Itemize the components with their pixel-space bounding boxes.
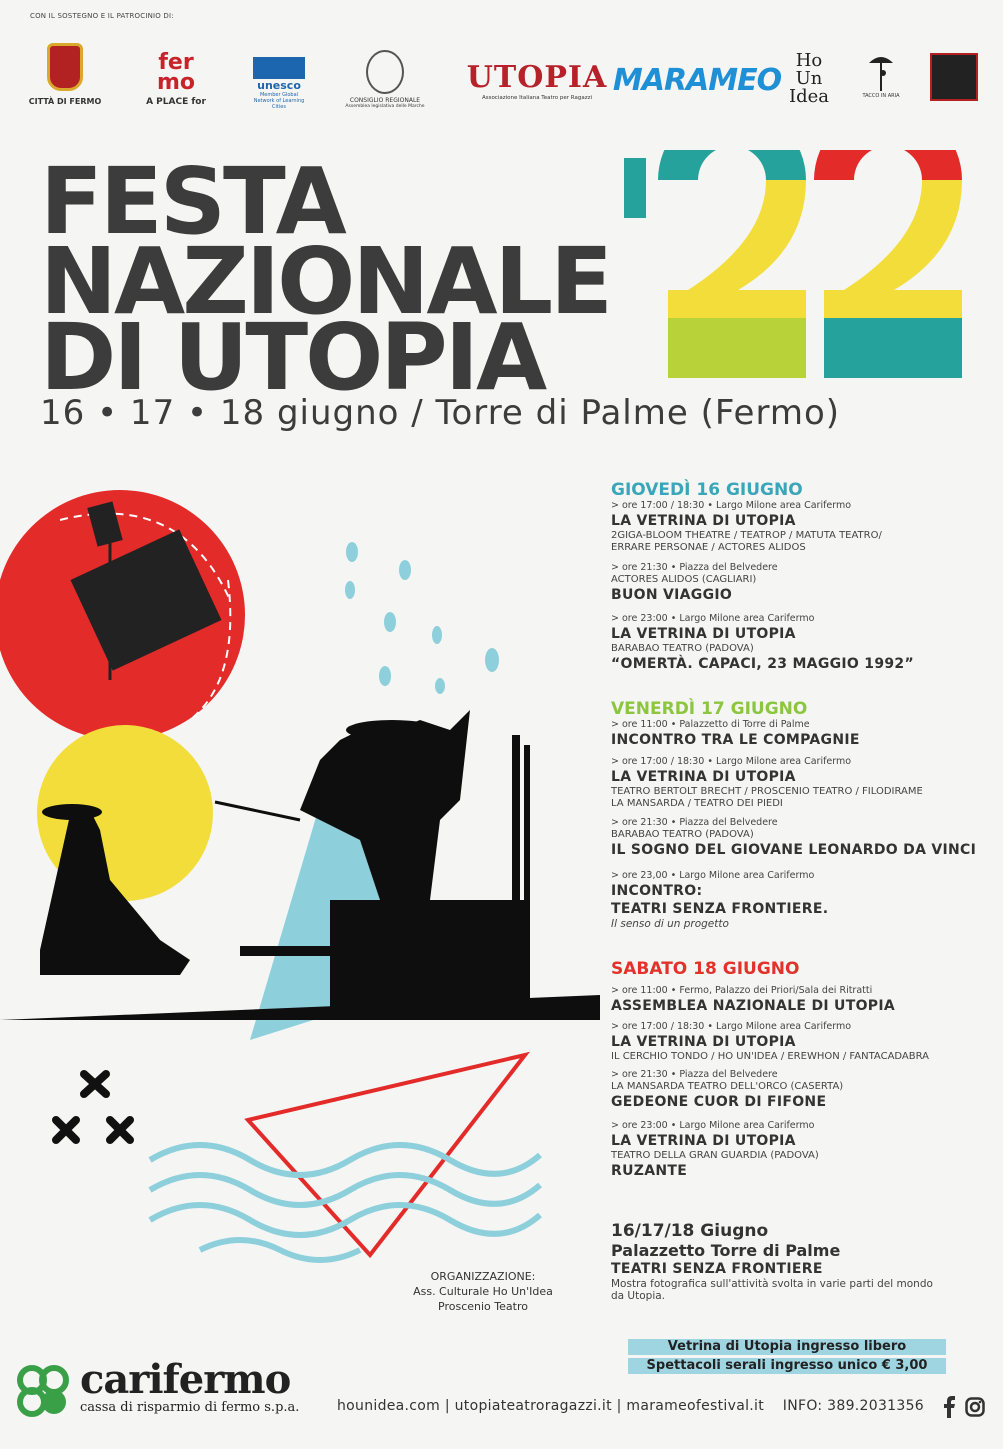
day2-e3-sub: BARABAO TEATRO (PADOVA) bbox=[611, 829, 754, 840]
day1-heading: GIOVEDÌ 16 GIUGNO bbox=[611, 480, 803, 500]
citta-label: CITTÀ DI FERMO bbox=[28, 96, 102, 106]
day3-e4-meta: > ore 23:00 • Largo Milone area Carifermo bbox=[611, 1120, 815, 1131]
fermo-place-logo bbox=[140, 44, 212, 116]
theatre-illustration bbox=[0, 480, 600, 1280]
consiglio-logo bbox=[340, 46, 430, 112]
title-di-utopia: DI UTOPIA bbox=[40, 304, 545, 411]
citta-di-fermo-logo bbox=[28, 34, 102, 114]
org-label: ORGANIZZAZIONE: bbox=[430, 1270, 536, 1283]
carifermo-sub: cassa di risparmio di fermo s.p.a. bbox=[80, 1400, 300, 1415]
fermo-word: fer mo bbox=[156, 50, 196, 95]
utopia-word: UTOPIA bbox=[466, 59, 608, 95]
consiglio-label: CONSIGLIO REGIONALE bbox=[349, 96, 421, 104]
day3-e1-meta: > ore 11:00 • Fermo, Palazzo dei Priori/Sala dei Ritratti bbox=[611, 985, 873, 996]
day2-e4-title2: TEATRI SENZA FRONTIERE. bbox=[611, 901, 829, 917]
title-festa: FESTA bbox=[40, 148, 344, 255]
extra-desc2: da Utopia. bbox=[611, 1290, 666, 1302]
program-day-3 bbox=[611, 959, 991, 1180]
instagram-icon[interactable] bbox=[965, 1397, 985, 1417]
website-links[interactable]: hounidea.com | utopiateatroragazzi.it | marameofestival.it bbox=[337, 1398, 764, 1414]
day2-e3-meta: > ore 21:30 • Piazza del Belvedere bbox=[611, 817, 778, 828]
day3-e3-sub: LA MANSARDA TEATRO DELL'ORCO (CASERTA) bbox=[611, 1081, 844, 1092]
day1-e2-meta: > ore 21:30 • Piazza del Belvedere bbox=[611, 562, 778, 573]
consiglio-seal-icon bbox=[366, 50, 404, 94]
extra-dates: 16/17/18 Giugno bbox=[611, 1221, 769, 1241]
day1-e3-title: LA VETRINA DI UTOPIA bbox=[611, 626, 796, 642]
fermo-sub: A PLACE for bbox=[146, 97, 206, 107]
facebook-icon[interactable] bbox=[940, 1396, 958, 1418]
org-line2: Proscenio Teatro bbox=[438, 1300, 528, 1313]
drops-icon bbox=[345, 542, 499, 694]
day2-e2-sub2: LA MANSARDA / TEATRO DEI PIEDI bbox=[611, 798, 783, 809]
day2-e1-meta: > ore 11:00 • Palazzetto di Torre di Palme bbox=[611, 719, 810, 730]
year-22-graphic bbox=[618, 150, 978, 385]
day2-e4-sub: Il senso di un progetto bbox=[611, 918, 729, 930]
day2-e2-title: LA VETRINA DI UTOPIA bbox=[611, 769, 796, 785]
unesco-label: unesco bbox=[257, 78, 301, 92]
day3-e2-meta: > ore 17:00 / 18:30 • Largo Milone area Carifermo bbox=[611, 1021, 852, 1032]
day1-e1-sub1: 2GIGA-BLOOM THEATRE / TEATROP / MATUTA TEATRO/ bbox=[611, 530, 882, 541]
title-nazionale: NAZIONALE bbox=[40, 228, 611, 335]
unesco-sub: Member Global Network of Learning Cities bbox=[253, 91, 305, 110]
day3-heading: SABATO 18 GIUGNO bbox=[611, 959, 800, 979]
extra-title: TEATRI SENZA FRONTIERE bbox=[611, 1261, 823, 1277]
utopia-sub: Associazione Italiana Teatro per Ragazzi bbox=[481, 94, 593, 101]
consiglio-sub: Assemblea legislativa delle Marche bbox=[345, 103, 425, 109]
footer-links[interactable] bbox=[337, 1398, 924, 1414]
umbrella-figure-icon bbox=[861, 51, 901, 93]
marameo-logo bbox=[612, 60, 782, 100]
fermo-crest-icon bbox=[47, 43, 83, 91]
waves-icon bbox=[150, 1145, 540, 1260]
hoidea-logo bbox=[784, 52, 834, 106]
day2-e4-meta: > ore 23,00 • Largo Milone area Carifermo bbox=[611, 870, 815, 881]
day3-e4-sub: TEATRO DELLA GRAN GUARDIA (PADOVA) bbox=[611, 1150, 819, 1161]
day2-heading: VENERDÌ 17 GIUGNO bbox=[611, 699, 808, 719]
theatre-logo bbox=[930, 52, 978, 102]
day1-e1-meta: > ore 17:00 / 18:30 • Largo Milone area Carifermo bbox=[611, 500, 852, 511]
day1-e3-sub: BARABAO TEATRO (PADOVA) bbox=[611, 643, 754, 654]
day1-e2-title: BUON VIAGGIO bbox=[611, 587, 733, 603]
day1-e1-title: LA VETRINA DI UTOPIA bbox=[611, 513, 796, 529]
org-line1: Ass. Culturale Ho Un'Idea bbox=[413, 1285, 553, 1298]
unesco-emblem-icon bbox=[253, 57, 305, 79]
day1-e1-sub2: ERRARE PERSONAE / ACTORES ALIDOS bbox=[611, 542, 806, 553]
carifermo-brand: carifermo bbox=[80, 1356, 291, 1403]
sponsors-intro: CON IL SOSTEGNO E IL PATROCINIO DI: bbox=[30, 12, 174, 20]
hoidea-word: Ho Un Idea bbox=[788, 50, 830, 107]
day2-e4-title1: INCONTRO: bbox=[611, 883, 703, 899]
day2-e3-title: IL SOGNO DEL GIOVANE LEONARDO DA VINCI bbox=[611, 842, 977, 858]
unesco-logo bbox=[246, 54, 312, 112]
ticket-price-bar: Spettacoli serali ingresso unico € 3,00 bbox=[628, 1358, 946, 1374]
day3-e4-title: LA VETRINA DI UTOPIA bbox=[611, 1133, 796, 1149]
program-day-2 bbox=[611, 699, 991, 930]
organization-block bbox=[400, 1269, 566, 1314]
day2-e1-title: INCONTRO TRA LE COMPAGNIE bbox=[611, 732, 860, 748]
x-marks-icon bbox=[56, 1074, 130, 1140]
extra-desc1: Mostra fotografica sull'attività svolta in varie parti del mondo bbox=[611, 1278, 933, 1290]
tacco-logo bbox=[850, 46, 912, 104]
extra-place: Palazzetto Torre di Palme bbox=[611, 1241, 841, 1260]
day2-e2-sub1: TEATRO BERTOLT BRECHT / PROSCENIO TEATRO / FILODIRAME bbox=[611, 786, 923, 797]
program-day-1 bbox=[611, 480, 991, 673]
event-dates: 16 • 17 • 18 giugno / Torre di Palme (Fermo) bbox=[40, 393, 841, 433]
utopia-logo bbox=[466, 58, 608, 102]
day3-e2-title: LA VETRINA DI UTOPIA bbox=[611, 1034, 796, 1050]
theatre-emblem-icon bbox=[930, 53, 978, 101]
day3-e3-title: GEDEONE CUOR DI FIFONE bbox=[611, 1094, 827, 1110]
day3-e2-sub: IL CERCHIO TONDO / HO UN'IDEA / EREWHON / FANTACADABRA bbox=[611, 1051, 930, 1062]
day1-e3-meta: > ore 23:00 • Largo Milone area Carifermo bbox=[611, 613, 815, 624]
day3-e3-meta: > ore 21:30 • Piazza del Belvedere bbox=[611, 1069, 778, 1080]
marameo-word: MARAMEO bbox=[612, 62, 782, 98]
carifermo-clover-icon bbox=[12, 1360, 74, 1422]
day3-e1-title: ASSEMBLEA NAZIONALE DI UTOPIA bbox=[611, 998, 895, 1014]
program-extra bbox=[611, 1221, 991, 1302]
tacco-label: TACCO IN ARIA bbox=[862, 93, 900, 99]
info-phone: INFO: 389.2031356 bbox=[782, 1398, 924, 1414]
day1-e3-show: “OMERTÀ. CAPACI, 23 MAGGIO 1992” bbox=[611, 656, 914, 672]
day3-e4-show: RUZANTE bbox=[611, 1163, 688, 1179]
day2-e2-meta: > ore 17:00 / 18:30 • Largo Milone area Carifermo bbox=[611, 756, 852, 767]
day1-e2-sub: ACTORES ALIDOS (CAGLIARI) bbox=[611, 574, 757, 585]
free-entry-bar: Vetrina di Utopia ingresso libero bbox=[628, 1339, 946, 1355]
